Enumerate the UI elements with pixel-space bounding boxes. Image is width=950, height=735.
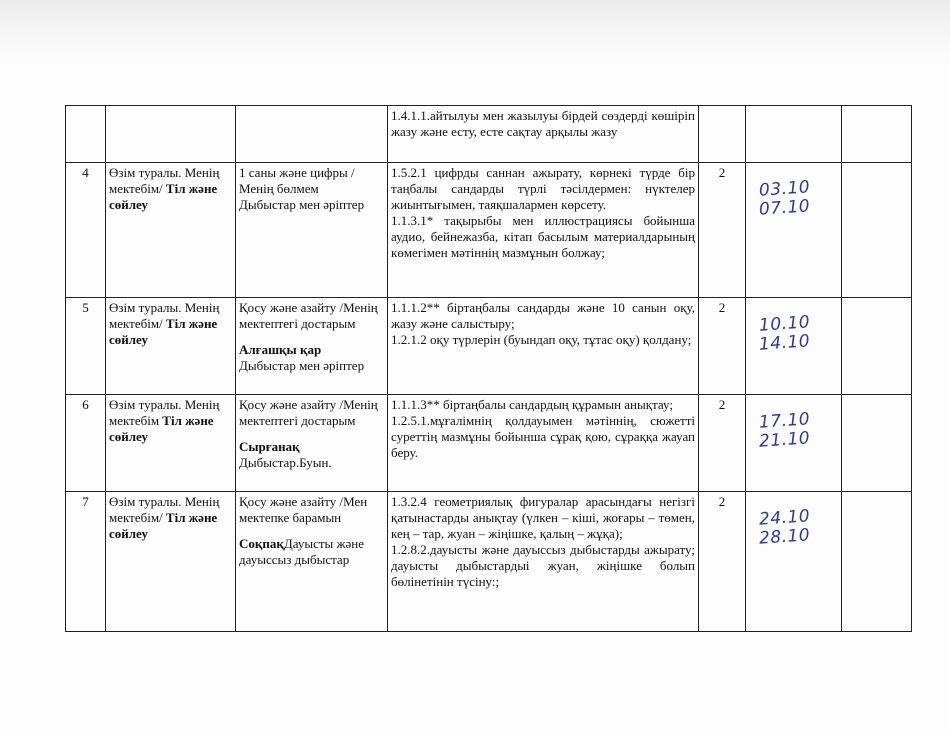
- objectives-cell: [388, 298, 699, 395]
- subtheme-cell: [236, 298, 388, 395]
- table-row: [66, 298, 912, 395]
- table-row: [66, 492, 912, 632]
- handwritten-date: 10.10: [758, 312, 811, 336]
- objective-text: 1.1.1.3** біртаңбалы сандардың құрамын анықтау;: [391, 397, 673, 412]
- subtheme-cell: [236, 395, 388, 492]
- theme-text: Өзім туралы. Менің мектебім/: [109, 300, 220, 331]
- notes-cell: [842, 298, 912, 395]
- subtheme-bold: Алғашқы қар: [239, 342, 322, 357]
- theme-text: Өзім туралы. Менің мектебім/: [109, 165, 220, 196]
- subtheme-line: 1 саны және цифры / Менің бөлмем: [239, 165, 355, 196]
- handwritten-date: 24.10: [758, 506, 811, 530]
- dates-cell: [746, 395, 842, 492]
- handwritten-date: 14.10: [758, 331, 811, 355]
- scan-shadow: [0, 0, 950, 60]
- dates-cell: [746, 492, 842, 632]
- handwritten-date: 03.10: [758, 177, 811, 201]
- hours-cell: 2: [699, 492, 746, 632]
- row-number: 5: [66, 298, 106, 395]
- theme-cell: [106, 106, 236, 163]
- handwritten-date: 28.10: [758, 525, 811, 549]
- objectives-cell: [388, 106, 699, 163]
- subtheme-cell: [236, 492, 388, 632]
- notes-cell: [842, 106, 912, 163]
- theme-cell: [106, 492, 236, 632]
- table-row: [66, 395, 912, 492]
- subtheme-line: Дауысты және дауыссыз дыбыстар: [239, 536, 364, 567]
- hours-cell: 2: [699, 163, 746, 298]
- table-row: [66, 106, 912, 163]
- theme-cell: [106, 395, 236, 492]
- dates-cell: [746, 163, 842, 298]
- handwritten-date: 17.10: [758, 409, 811, 433]
- theme-bold: Тіл және сөйлеу: [109, 413, 214, 444]
- objective-text: 1.2.5.1.мұғалімнің қолдауымен мәтіннің, сюжетті суреттің мазмұны бойынша сұрақ қою, сұраққа жауап беру.: [391, 413, 695, 460]
- theme-bold: Тіл және сөйлеу: [109, 510, 218, 541]
- subtheme-line: Қосу және азайту /Мен мектепке барамын: [239, 494, 368, 525]
- hours-cell: [699, 106, 746, 163]
- objective-text: 1.4.1.1.айтылуы мен жазылуы бірдей сөздерді көшіріп жазу және есту, есте сақтау арқылы жазу: [391, 108, 695, 139]
- row-number: 6: [66, 395, 106, 492]
- objective-text: 1.5.2.1 цифрды саннан ажырату, көрнекі түрде бір таңбалы сандарды түрлі тәсілдермен: нүктелер жиынтығымен, таяқшалармен көрсету.: [391, 165, 695, 212]
- handwritten-date: 21.10: [758, 428, 811, 452]
- theme-cell: [106, 163, 236, 298]
- hours-cell: 2: [699, 298, 746, 395]
- dates-cell: [746, 298, 842, 395]
- theme-bold: Тіл және сөйлеу: [109, 316, 218, 347]
- objectives-cell: [388, 492, 699, 632]
- objective-text: 1.3.2.4 геометриялық фигуралар арасындағы негізгі қатынастарды анықтау (үлкен – кіші, жоғары – төмен, кең – тар, жуан – жіңішке, қалың – жұқа);: [391, 494, 695, 541]
- notes-cell: [842, 163, 912, 298]
- row-number: 4: [66, 163, 106, 298]
- notes-cell: [842, 492, 912, 632]
- dates-cell: [746, 106, 842, 163]
- subtheme-line: Қосу және азайту /Менің мектептегі достарым: [239, 300, 378, 331]
- table-row: [66, 163, 912, 298]
- subtheme-line: Қосу және азайту /Менің мектептегі достарым: [239, 397, 378, 428]
- objective-text: 1.1.1.2** біртаңбалы сандарды және 10 санын оқу, жазу және салыстыру;: [391, 300, 695, 331]
- subtheme-bold: Соқпақ: [239, 536, 284, 551]
- subtheme-line: Дыбыстар мен әріптер: [239, 197, 365, 212]
- theme-text: Өзім туралы. Менің мектебім: [109, 397, 220, 428]
- subtheme-bold: Сырғанақ: [239, 439, 300, 454]
- objectives-cell: [388, 395, 699, 492]
- objective-text: 1.1.3.1* тақырыбы мен иллюстрациясы бойынша аудио, бейнежазба, кітап басылым материалдарының көмегімен мәтіннің мазмұнын болжау;: [391, 213, 695, 260]
- subtheme-cell: [236, 163, 388, 298]
- subtheme-cell: [236, 106, 388, 163]
- objectives-cell: [388, 163, 699, 298]
- handwritten-date: 07.10: [758, 196, 811, 220]
- subtheme-line: Дыбыстар мен әріптер: [239, 358, 365, 373]
- subtheme-line: Дыбыстар.Буын.: [239, 455, 332, 470]
- objective-text: 1.2.8.2.дауысты және дауыссыз дыбыстарды ажырату; дауысты дыбыстардыі жуан, жіңішке болып бөлінетінін түсіну:;: [391, 542, 695, 589]
- objective-text: 1.2.1.2 оқу түрлерін (буындап оқу, тұтас оқу) қолдану;: [391, 332, 692, 347]
- row-number: 7: [66, 492, 106, 632]
- theme-text: Өзім туралы. Менің мектебім/: [109, 494, 220, 525]
- row-number: [66, 106, 106, 163]
- theme-bold: Тіл және сөйлеу: [109, 181, 218, 212]
- notes-cell: [842, 395, 912, 492]
- theme-cell: [106, 298, 236, 395]
- lesson-plan-table: [65, 105, 912, 632]
- hours-cell: 2: [699, 395, 746, 492]
